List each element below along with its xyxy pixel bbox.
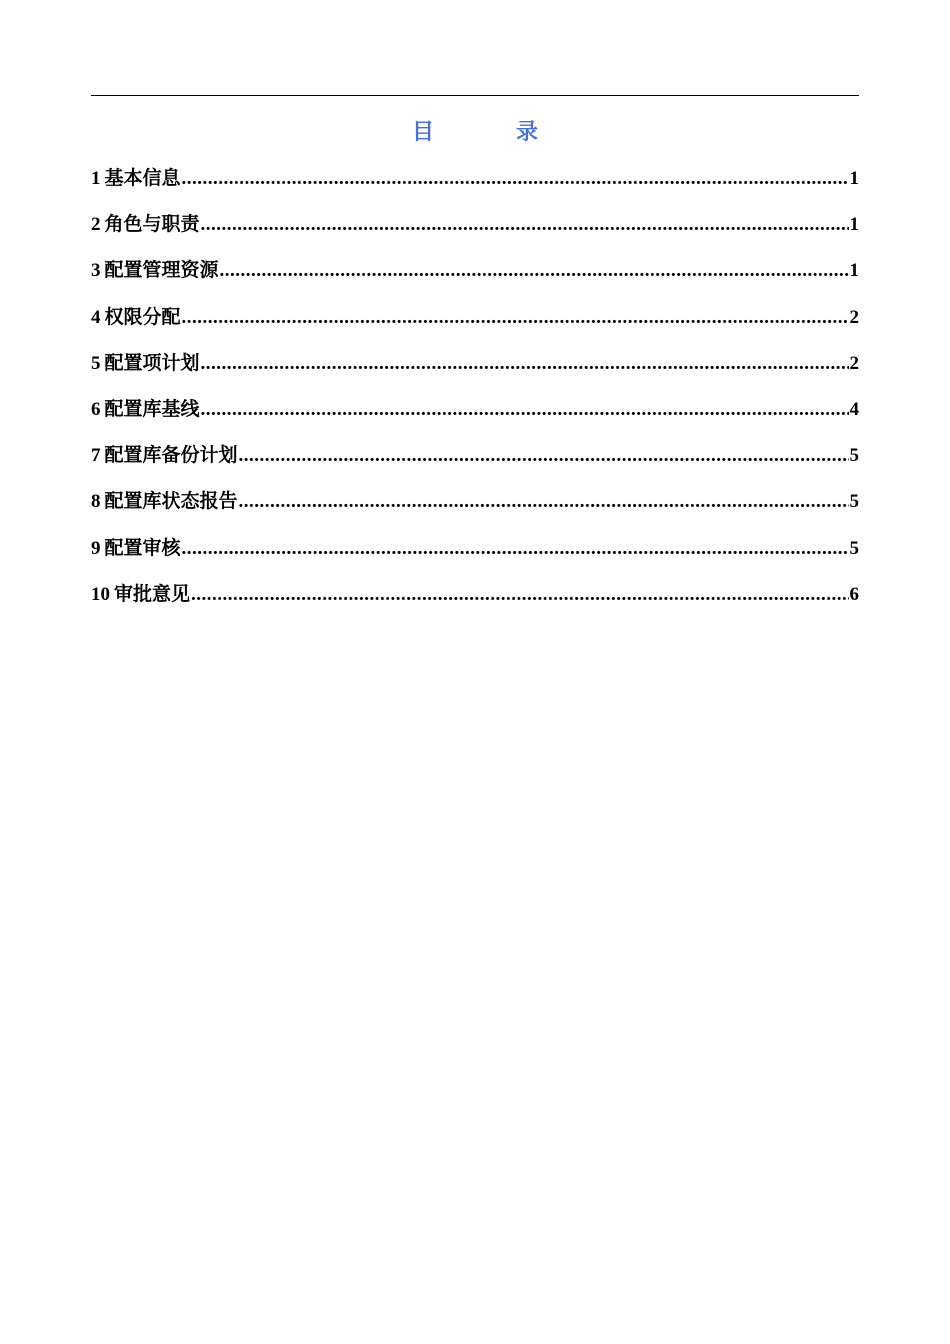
toc-entry-label xyxy=(91,303,181,333)
toc-title: 目 录 xyxy=(411,119,568,144)
toc-entry-label xyxy=(91,349,200,379)
toc-entry-label xyxy=(91,580,190,610)
toc-dot-leader xyxy=(191,580,848,610)
toc-entry[interactable] xyxy=(91,580,859,626)
toc-entry-page: 1 xyxy=(849,214,859,236)
toc-entry-label xyxy=(91,395,200,425)
toc-entry-number: 9 xyxy=(91,537,101,559)
toc-entry-label xyxy=(91,534,181,564)
toc-entry-label xyxy=(91,210,200,240)
toc-dot-leader xyxy=(201,349,849,379)
toc-entry-label xyxy=(91,256,219,286)
toc-entry[interactable] xyxy=(91,441,859,487)
toc-entry-page: 1 xyxy=(849,260,859,282)
toc-entry-page: 4 xyxy=(849,398,859,420)
toc-entry-number: 6 xyxy=(91,398,101,420)
toc-entry-number: 5 xyxy=(91,352,101,374)
toc-entry-text: 权限分配 xyxy=(104,306,181,328)
toc-entry-page: 1 xyxy=(849,168,859,189)
toc-entry-number: 1 xyxy=(91,168,101,189)
toc-entry-label xyxy=(91,441,238,471)
toc-dot-leader xyxy=(220,256,849,286)
toc-entry-page: 6 xyxy=(849,583,859,605)
toc-dot-leader xyxy=(239,441,849,471)
toc-entry-number: 2 xyxy=(91,214,101,236)
toc-entry[interactable] xyxy=(91,256,859,302)
toc-entry-label xyxy=(91,487,238,517)
header-rule xyxy=(91,95,859,96)
toc-entry[interactable] xyxy=(91,210,859,256)
toc-list xyxy=(91,164,859,626)
toc-dot-leader xyxy=(182,164,849,194)
toc-entry-label xyxy=(91,164,181,194)
toc-entry-text: 配置库状态报告 xyxy=(104,491,238,513)
toc-entry[interactable] xyxy=(91,534,859,580)
toc-entry[interactable] xyxy=(91,349,859,395)
toc-entry-number: 3 xyxy=(91,260,101,282)
toc-entry-text: 审批意见 xyxy=(114,583,191,605)
toc-entry-text: 角色与职责 xyxy=(104,214,200,236)
toc-entry-text: 配置库基线 xyxy=(104,398,200,420)
toc-entry-number: 4 xyxy=(91,306,101,328)
toc-entry-page: 5 xyxy=(849,491,859,513)
toc-entry-text: 配置项计划 xyxy=(104,352,200,374)
toc-entry-number: 8 xyxy=(91,491,101,513)
toc-entry-text: 配置管理资源 xyxy=(104,260,219,282)
toc-dot-leader xyxy=(201,395,849,425)
toc-entry[interactable] xyxy=(91,487,859,533)
toc-entry-page: 5 xyxy=(849,445,859,467)
toc-entry-page: 2 xyxy=(849,306,859,328)
toc-entry-page: 5 xyxy=(849,537,859,559)
toc-entry-page: 2 xyxy=(849,352,859,374)
toc-entry-number: 7 xyxy=(91,445,101,467)
toc-entry[interactable] xyxy=(91,303,859,349)
toc-entry-text: 基本信息 xyxy=(104,168,181,189)
toc-entry-text: 配置审核 xyxy=(104,537,181,559)
toc-dot-leader xyxy=(239,487,849,517)
toc-dot-leader xyxy=(201,210,849,240)
toc-dot-leader xyxy=(182,303,849,333)
toc-dot-leader xyxy=(182,534,849,564)
toc-entry-text: 配置库备份计划 xyxy=(104,445,238,467)
toc-entry[interactable] xyxy=(91,395,859,441)
toc-entry[interactable] xyxy=(91,164,859,210)
toc-entry-number: 10 xyxy=(91,583,110,605)
